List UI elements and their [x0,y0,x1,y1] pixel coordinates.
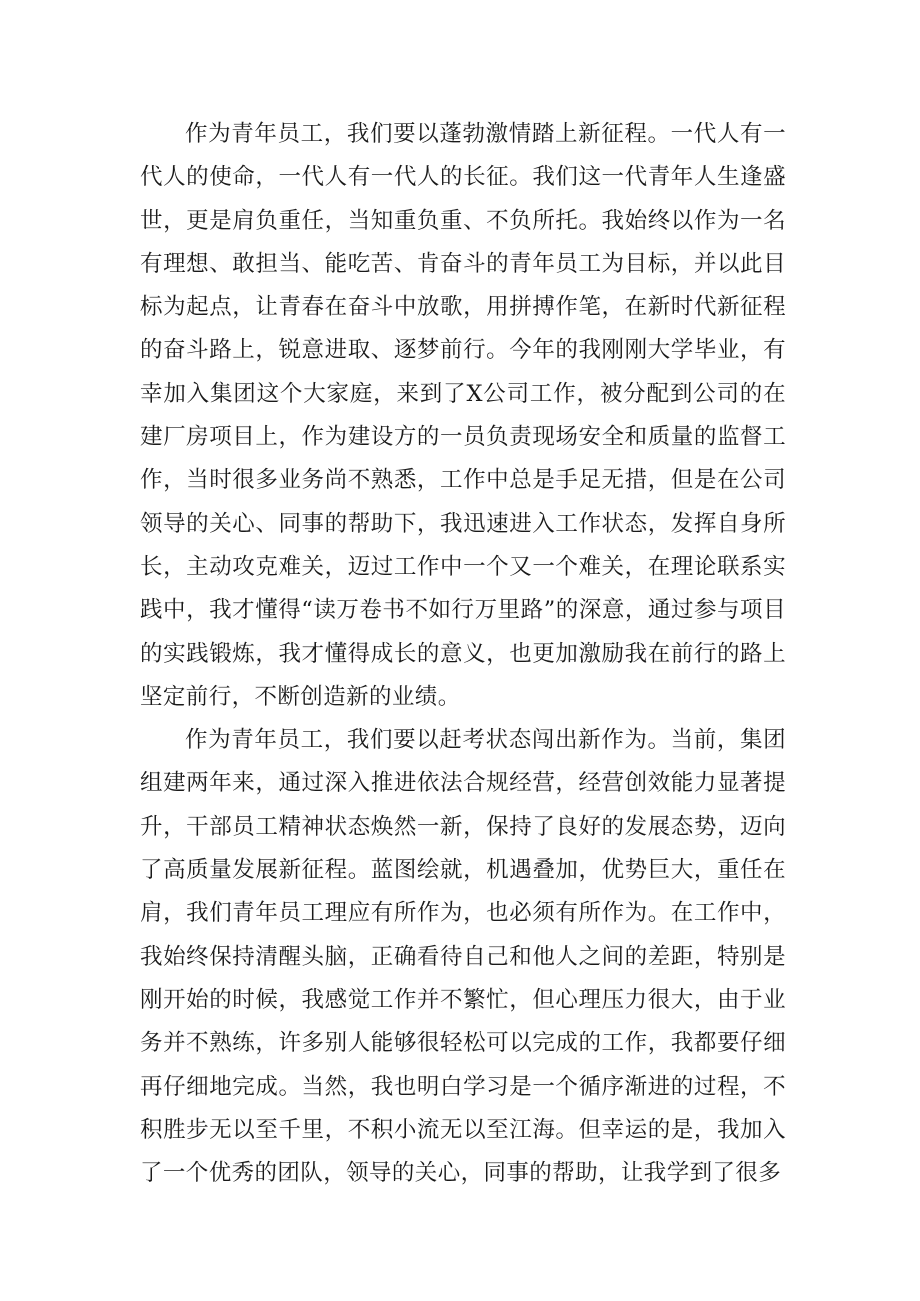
document-body [140,113,786,1195]
paragraph-exam-spirit: 作为青年员工，我们要以赶考状态闯出新作为。当前，集团组建两年来，通过深入推进依法合规经营，经营创效能力显著提升，干部员工精神状态焕然一新，保持了良好的发展态势，迈向了高质量发展新征程。蓝图绘就，机遇叠加，优势巨大，重任在肩，我们青年员工理应有所作为，也必须有所作为。在工作中，我始终保持清醒头脑，正确看待自己和他人之间的差距，特别是刚开始的时候，我感觉工作并不繁忙，但心理压力很大，由于业务并不熟练，许多别人能够很轻松可以完成的工作，我都要仔细再仔细地完成。当然，我也明白学习是一个循序渐进的过程，不积胜步无以至千里，不积小流无以至江海。但幸运的是，我加入了一个优秀的团队，领导的关心，同事的帮助，让我学到了很多 [140,727,786,1187]
paragraph-passion: 作为青年员工，我们要以蓬勃激情踏上新征程。一代人有一代人的使命，一代人有一代人的长征。我们这一代青年人生逢盛世，更是肩负重任，当知重负重、不负所托。我始终以作为一名有理想、敢担当、能吃苦、肯奋斗的青年员工为目标，并以此目标为起点，让青春在奋斗中放歌，用拼搏作笔，在新时代新征程的奋斗路上，锐意进取、逐梦前行。今年的我刚刚大学毕业，有幸加入集团这个大家庭，来到了X公司工作，被分配到公司的在建厂房项目上，作为建设方的一员负责现场安全和质量的监督工作，当时很多业务尚不熟悉，工作中总是手足无措，但是在公司领导的关心、同事的帮助下，我迅速进入工作状态，发挥自身所长，主动攻克难关，迈过工作中一个又一个难关，在理论联系实践中，我才懂得“读万卷书不如行万里路”的深意，通过参与项目的实践锻炼，我才懂得成长的意义，也更加激励我在前行的路上坚定前行，不断创造新的业绩。 [140,121,786,710]
